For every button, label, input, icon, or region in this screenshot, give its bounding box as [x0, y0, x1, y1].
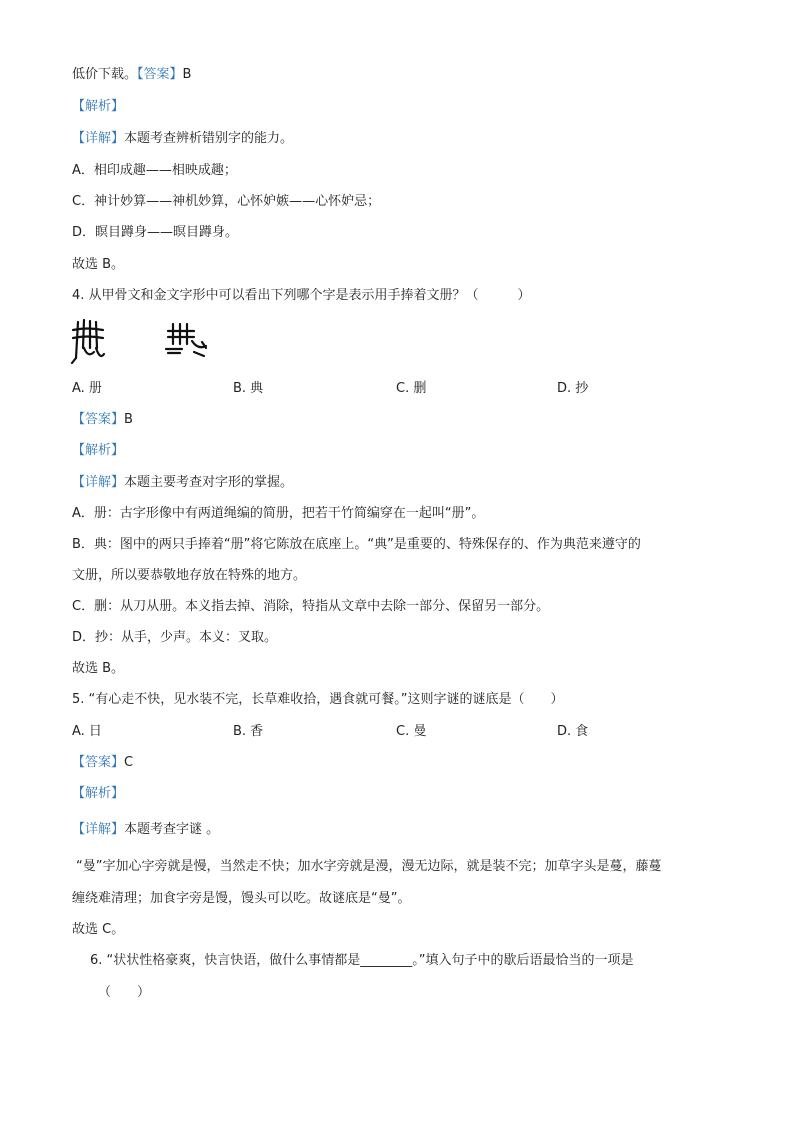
text-line: C．神计妙算——神机妙算，心怀妒嫉——心怀妒忌； [72, 194, 381, 209]
question-6: 6. “状状性格豪爽，快言快语，做什么事情都是________。”填入句子中的歇后语最恰当的一项是 [90, 953, 634, 968]
text-line: D．瞑目蹲身——暝目蹲身。 [72, 225, 239, 240]
option-d: D. 食 [557, 724, 589, 739]
option-a: A. 日 [72, 724, 102, 739]
text-line [72, 66, 191, 84]
text-line: 故选 B。 [72, 661, 125, 676]
detail-label: 【详解】 [72, 131, 125, 146]
answer-line [72, 754, 133, 772]
option-c: C. 曼 [396, 724, 427, 739]
detail-label: 【详解】 [72, 475, 125, 490]
answer-line [72, 411, 133, 429]
detail-line [72, 474, 293, 492]
bronze-inscription-glyph-image [164, 322, 210, 358]
text-line: A．册：古字形像中有两道绳编的简册，把若干竹简编穿在一起叫“册”。 [72, 506, 485, 521]
answer-value: B [124, 412, 133, 427]
detail-line [72, 130, 293, 148]
option-a: A. 册 [72, 381, 102, 396]
text-line: B．典：图中的两只手捧着“册”将它陈放在底座上。“典”是重要的、特殊保存的、作为典范来遵守的 [72, 537, 641, 552]
detail-text: 本题考查辨析错别字的能力。 [124, 131, 294, 146]
text-line: D．抄：从手，少声。本义：叉取。 [72, 630, 278, 645]
analysis-label: 【解析】 [72, 786, 125, 801]
detail-text: 本题主要考查对字形的掌握。 [124, 475, 294, 490]
answer-label: 【答案】 [72, 412, 125, 427]
detail-label: 【详解】 [72, 822, 125, 837]
text-line: 故选 C。 [72, 922, 125, 937]
text-line: 文册，所以要恭敬地存放在特殊的地方。 [72, 568, 307, 583]
option-c: C. 删 [396, 381, 427, 396]
text-segment: 低价下载。 [72, 67, 138, 82]
answer-value: C [124, 755, 134, 770]
answer-label: 【答案】 [72, 755, 125, 770]
option-b: B. 典 [233, 381, 264, 396]
text-line: “曼”字加心字旁就是慢，当然走不快；加水字旁就是漫，漫无边际，就是装不完；加草字头是蔓，藤蔓 [76, 859, 662, 874]
analysis-label: 【解析】 [72, 443, 125, 458]
analysis-label: 【解析】 [72, 99, 125, 114]
option-d: D. 抄 [557, 381, 589, 396]
option-b: B. 香 [233, 724, 264, 739]
answer-label: 【答案】 [137, 67, 183, 82]
text-line: 缠绕难清理；加食字旁是馒，馒头可以吃。故谜底是“曼”。 [72, 891, 411, 906]
oracle-bone-glyph-image [70, 318, 106, 364]
detail-text: 本题考查字谜 。 [124, 822, 220, 837]
answer-value: B [182, 67, 192, 82]
question-6-blank: （ ） [98, 985, 151, 1000]
text-line: 故选 B。 [72, 257, 125, 272]
question-4: 4. 从甲骨文和金文字形中可以看出下列哪个字是表示用手捧着文册？（ ） [72, 288, 531, 303]
detail-line [72, 821, 219, 839]
text-line: C．删：从刀从册。本义指去掉、消除，特指从文章中去除一部分、保留另一部分。 [72, 599, 550, 614]
text-line: A．相印成趣——相映成趣； [72, 163, 237, 178]
question-5: 5. “有心走不快，见水装不完，长草难收拾，遇食就可餐。”这则字谜的谜底是（ ） [72, 692, 564, 707]
